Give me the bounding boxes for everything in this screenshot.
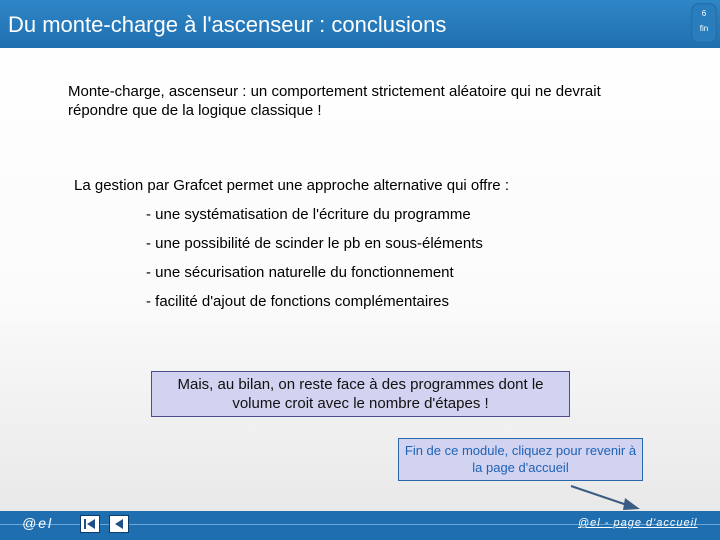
logo[interactable]: @el: [22, 515, 54, 531]
pointer-arrow-icon: [565, 482, 645, 512]
list-item: - une systématisation de l'écriture du programme: [146, 206, 471, 223]
home-link[interactable]: @el - page d'accueil: [578, 517, 698, 529]
slide-number: 6: [701, 9, 707, 18]
list-item: - une sécurisation naturelle du fonctionnement: [146, 264, 454, 281]
list-item: - facilité d'ajout de fonctions complémentaires: [146, 293, 450, 310]
footer-bar: [0, 511, 720, 540]
end-module-button[interactable]: Fin de ce module, cliquez pour revenir à la page d'accueil: [398, 438, 643, 481]
previous-icon: [110, 516, 128, 532]
fin-link[interactable]: fin: [699, 24, 709, 33]
benefits-list: [146, 206, 483, 322]
slide-badge[interactable]: [691, 3, 717, 43]
first-icon: [81, 516, 99, 532]
page-title: Du monte-charge à l'ascenseur : conclusions: [8, 12, 447, 37]
grafcet-paragraph: La gestion par Grafcet permet une approche alternative qui offre :: [74, 177, 509, 194]
title-bar: [0, 0, 720, 48]
previous-slide-button[interactable]: [109, 515, 129, 533]
conclusion-box: Mais, au bilan, on reste face à des programmes dont le volume croit avec le nombre d'étapes !: [151, 371, 570, 417]
first-slide-button[interactable]: [80, 515, 100, 533]
intro-paragraph: Monte-charge, ascenseur : un comportement strictement aléatoire qui ne devrait répondre que de la logique classique !: [68, 83, 601, 119]
list-item: - une possibilité de scinder le pb en sous-éléments: [146, 235, 483, 252]
